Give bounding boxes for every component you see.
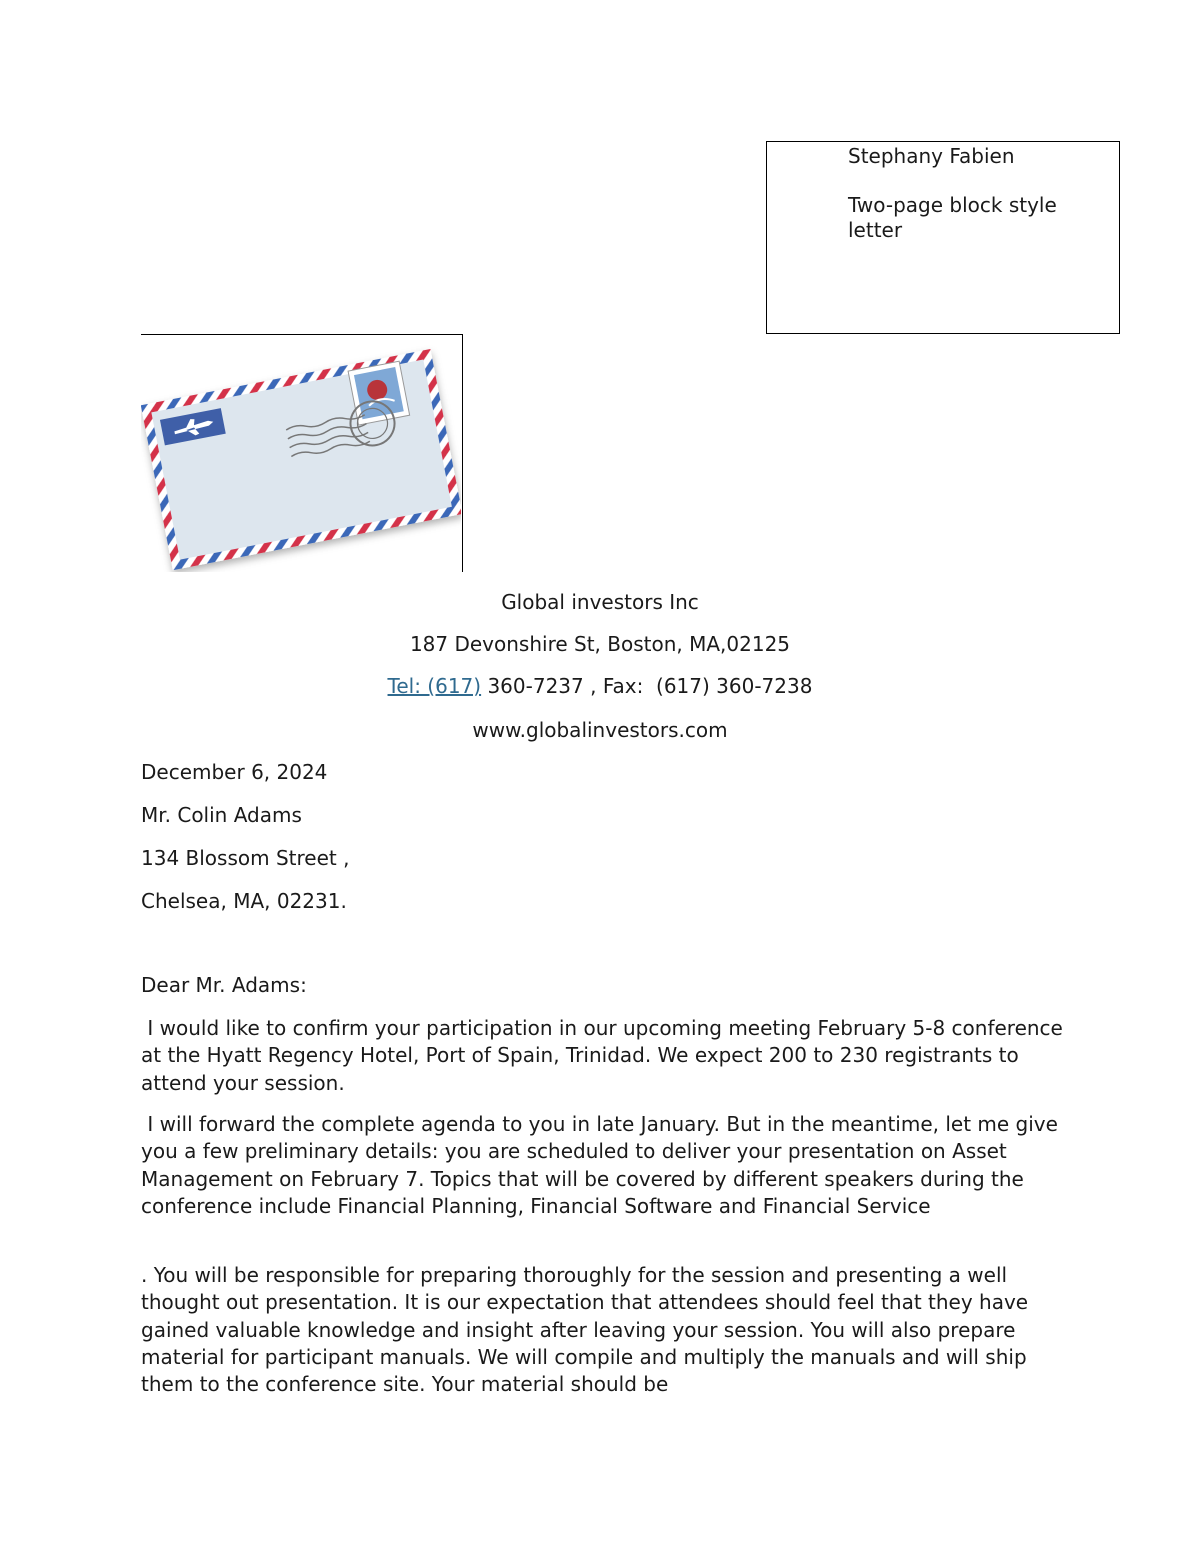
author-name: Stephany Fabien [848,144,1015,168]
body-paragraph-3 [141,1262,1076,1398]
company-website: www.globalinvestors.com [472,718,728,742]
paragraph-text: I will forward the complete agenda to you in late January. But in the meantime, let me give you a few preliminary details: you are scheduled to deliver your presentation on Asset Management on February 7. Topics that will be covered by different speakers during the conference include Financial Planning, Financial Software and Financial Service [141,1112,1065,1218]
recipient-city: Chelsea, MA, 02231. [141,889,347,913]
assignment-title: Two-page block style letter [848,193,1057,242]
phone-link[interactable]: Tel: (617) [387,674,482,698]
body-paragraph-1 [141,1015,1076,1097]
salutation: Dear Mr. Adams: [141,973,307,997]
body-paragraph-2 [141,1111,1076,1220]
airmail-envelope-icon [141,336,461,572]
paragraph-text: . You will be responsible for preparing thoroughly for the session and presenting a well thought out presentation. It is our expectation that attendees should feel that they have gained valuable knowledge and insight after leaving your session. You will also prepare material for participant manuals. We will compile and multiply the manuals and will ship them to the conference site. Your material should be [141,1263,1029,1397]
company-address: 187 Devonshire St, Boston, MA,02125 [409,632,791,656]
phone-fax-text: 360-7237 , Fax: (617) 360-7238 [481,674,813,698]
paragraph-text: I would like to confirm your participation in our upcoming meeting February 5-8 conference at the Hyatt Regency Hotel, Port of Spain, Trinidad. We expect 200 to 230 registrants to attend your session. [141,1016,1070,1095]
recipient-name: Mr. Colin Adams [141,803,302,827]
letter-date: December 6, 2024 [141,760,328,784]
author-info-box [766,141,1120,334]
company-name: Global investors Inc [501,590,699,614]
recipient-street: 134 Blossom Street , [141,846,350,870]
contact-line [0,673,1200,699]
